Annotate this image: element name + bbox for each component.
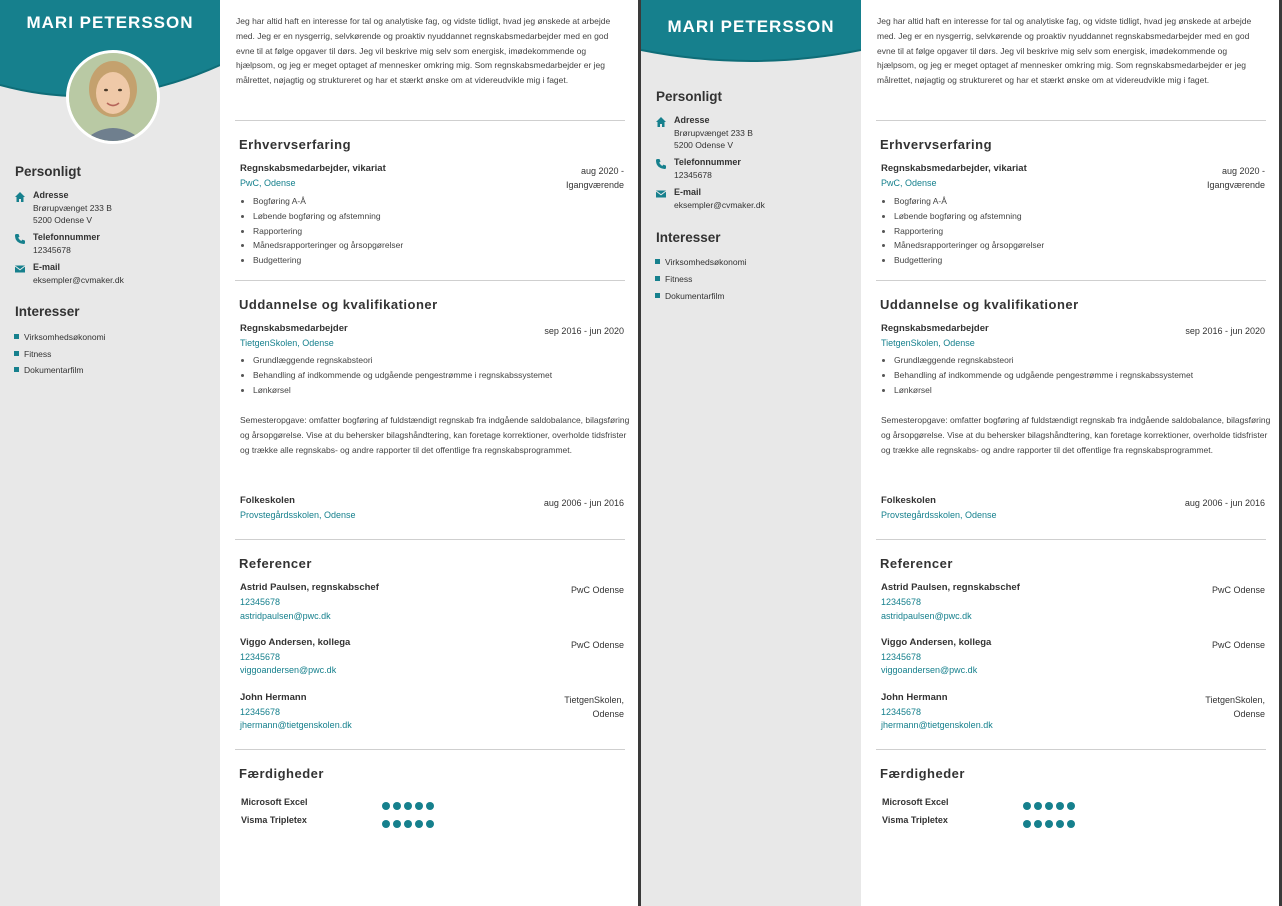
rating-dot xyxy=(382,820,390,828)
reference-phone[interactable]: 12345678 xyxy=(240,652,281,662)
divider xyxy=(235,539,625,540)
skill-name: Visma Tripletex xyxy=(241,815,307,825)
reference-phone[interactable]: 12345678 xyxy=(881,652,922,662)
rating-dot xyxy=(404,802,412,810)
job-task: Budgettering xyxy=(881,255,1271,270)
education-title: Regnskabsmedarbejder xyxy=(240,323,348,334)
reference-org: PwC Odense xyxy=(570,640,624,650)
reference-email[interactable]: astridpaulsen@pwc.dk xyxy=(240,611,331,621)
bullet-square-icon xyxy=(655,276,660,281)
education-description: Semesteropgave: omfatter bogføring af fuldstændigt regnskab fra indgående saldobalance, bilagsføring og årsopgørelse. Vise at du behersker bilagshåndtering, kan foretage korrektioner, overholde tidsfrister og trække alle regnskabs- og andre rapporter til det offentlige fra regnskabsprogrammet. xyxy=(240,415,630,455)
interest-item: Dokumentarfilm xyxy=(655,291,725,301)
references-heading: Referencer xyxy=(239,556,312,571)
education-school: TietgenSkolen, Odense xyxy=(240,338,334,348)
rating-dot xyxy=(1045,802,1053,810)
divider xyxy=(876,280,1266,281)
interest-item: Fitness xyxy=(14,349,51,359)
reference-name: Viggo Andersen, kollega xyxy=(240,637,351,648)
bullet-square-icon xyxy=(655,293,660,298)
divider xyxy=(876,749,1266,750)
rating-dot xyxy=(1067,802,1075,810)
skill-rating xyxy=(1023,797,1078,815)
reference-org: TietgenSkolen, Odense xyxy=(564,695,624,719)
divider xyxy=(235,280,625,281)
reference-email[interactable]: jhermann@tietgenskolen.dk xyxy=(240,720,352,730)
rating-dot xyxy=(426,802,434,810)
main-content xyxy=(861,0,1279,906)
job-task: Rapportering xyxy=(881,226,1271,241)
rating-dot xyxy=(382,802,390,810)
reference-name: Astrid Paulsen, regnskabschef xyxy=(881,582,1020,593)
education-topic: Behandling af indkommende og udgående pengestrømme i regnskabssystemet xyxy=(240,370,630,385)
phone-value: 12345678 xyxy=(33,245,71,255)
education-topic: Grundlæggende regnskabsteori xyxy=(240,355,630,370)
phone-icon xyxy=(14,233,26,245)
address-line-1: Brørupvænget 233 B xyxy=(33,203,112,213)
reference-name: John Hermann xyxy=(881,692,948,703)
home-icon xyxy=(655,116,667,128)
education-title: Regnskabsmedarbejder xyxy=(881,323,989,334)
education-heading: Uddannelse og kvalifikationer xyxy=(880,297,1079,312)
job-task: Bogføring A-Å xyxy=(881,196,1271,211)
bullet-square-icon xyxy=(655,259,660,264)
job-company: PwC, Odense xyxy=(881,178,937,188)
skills-heading: Færdigheder xyxy=(239,766,324,781)
education-topics xyxy=(881,355,1271,399)
address-label: Adresse xyxy=(674,115,710,125)
cv-page-without-photo xyxy=(641,0,1279,906)
education-heading: Uddannelse og kvalifikationer xyxy=(239,297,438,312)
interests-heading: Interesser xyxy=(656,230,721,245)
rating-dot xyxy=(415,820,423,828)
mail-icon xyxy=(655,188,667,200)
reference-email[interactable]: jhermann@tietgenskolen.dk xyxy=(881,720,993,730)
reference-email[interactable]: viggoandersen@pwc.dk xyxy=(881,665,978,675)
education-topic: Grundlæggende regnskabsteori xyxy=(881,355,1271,370)
profile-photo xyxy=(66,50,160,144)
job-date: aug 2020 - Igangværende xyxy=(565,166,624,190)
skills-heading: Færdigheder xyxy=(880,766,965,781)
references-heading: Referencer xyxy=(880,556,953,571)
candidate-name: MARI PETERSSON xyxy=(26,13,194,32)
reference-phone[interactable]: 12345678 xyxy=(881,597,922,607)
education-date: aug 2006 - jun 2016 xyxy=(1184,498,1265,508)
email-label: E-mail xyxy=(674,187,702,197)
phone-value: 12345678 xyxy=(674,170,712,180)
rating-dot xyxy=(1056,820,1064,828)
education-school: TietgenSkolen, Odense xyxy=(881,338,975,348)
reference-phone[interactable]: 12345678 xyxy=(240,707,281,717)
address-line-2: 5200 Odense V xyxy=(674,140,734,150)
skill-rating xyxy=(1023,815,1078,833)
job-task: Rapportering xyxy=(240,226,630,241)
interests-heading: Interesser xyxy=(15,304,80,319)
education-title: Folkeskolen xyxy=(240,495,295,506)
cv-page-with-photo xyxy=(0,0,638,906)
sidebar xyxy=(641,0,861,906)
interest-item: Virksomhedsøkonomi xyxy=(14,332,106,342)
phone-label: Telefonnummer xyxy=(674,157,741,167)
reference-email[interactable]: viggoandersen@pwc.dk xyxy=(240,665,337,675)
mail-icon xyxy=(14,263,26,275)
skill-rating xyxy=(382,815,437,833)
job-tasks xyxy=(240,196,630,270)
skill-rating xyxy=(382,797,437,815)
rating-dot xyxy=(393,802,401,810)
skill-name: Microsoft Excel xyxy=(882,797,949,807)
education-topic: Lønkørsel xyxy=(881,385,1271,400)
phone-label: Telefonnummer xyxy=(33,232,100,242)
reference-org: PwC Odense xyxy=(570,585,624,595)
bullet-square-icon xyxy=(14,334,19,339)
divider xyxy=(876,539,1266,540)
job-task: Månedsrapporteringer og årsopgørelser xyxy=(240,240,630,255)
job-task: Løbende bogføring og afstemning xyxy=(240,211,630,226)
divider xyxy=(235,749,625,750)
rating-dot xyxy=(1067,820,1075,828)
bullet-square-icon xyxy=(14,351,19,356)
education-school: Provstegårdsskolen, Odense xyxy=(240,510,356,520)
profile-summary: Jeg har altid haft en interesse for tal og analytiske fag, og vidste tidligt, hvad jeg ønskede at arbejde med. Jeg er en nysgerrig, selvkørende og proaktiv nyuddannet regnskabsmedarbejder med en god evne til at følge opgaver til dørs. Jeg vil beskrive mig selv som energisk, imødekommende og hjælpsom, og jeg er meget optaget af mennesker omkring mig. Som regnskabsmedarbejder er jeg målrettet, nøjagtig og struktureret og har et stærkt ønske om at videreudvikle mig i faget. xyxy=(877,16,1252,86)
education-date: aug 2006 - jun 2016 xyxy=(543,498,624,508)
education-topics xyxy=(240,355,630,399)
education-description: Semesteropgave: omfatter bogføring af fuldstændigt regnskab fra indgående saldobalance, bilagsføring og årsopgørelse. Vise at du behersker bilagshåndtering, kan foretage korrektioner, overholde tidsfrister og trække alle regnskabs- og andre rapporter til det offentlige fra regnskabsprogrammet. xyxy=(881,415,1271,455)
address-label: Adresse xyxy=(33,190,69,200)
skill-name: Visma Tripletex xyxy=(882,815,948,825)
reference-email[interactable]: astridpaulsen@pwc.dk xyxy=(881,611,972,621)
education-topic: Lønkørsel xyxy=(240,385,630,400)
experience-heading: Erhvervserfaring xyxy=(880,137,993,152)
education-school: Provstegårdsskolen, Odense xyxy=(881,510,997,520)
reference-org: PwC Odense xyxy=(1211,640,1265,650)
education-date: sep 2016 - jun 2020 xyxy=(544,326,624,336)
job-company: PwC, Odense xyxy=(240,178,296,188)
personal-heading: Personligt xyxy=(656,89,723,104)
divider xyxy=(876,120,1266,121)
bullet-square-icon xyxy=(14,367,19,372)
reference-phone[interactable]: 12345678 xyxy=(240,597,281,607)
email-value: eksempler@cvmaker.dk xyxy=(674,200,765,210)
reference-name: Viggo Andersen, kollega xyxy=(881,637,992,648)
reference-org: PwC Odense xyxy=(1211,585,1265,595)
email-value: eksempler@cvmaker.dk xyxy=(33,275,124,285)
personal-heading: Personligt xyxy=(15,164,82,179)
rating-dot xyxy=(1034,820,1042,828)
job-tasks xyxy=(881,196,1271,270)
interest-item: Dokumentarfilm xyxy=(14,365,84,375)
rating-dot xyxy=(415,802,423,810)
job-title: Regnskabsmedarbejder, vikariat xyxy=(881,163,1027,174)
candidate-name: MARI PETERSSON xyxy=(667,17,835,36)
reference-name: John Hermann xyxy=(240,692,307,703)
job-task: Månedsrapporteringer og årsopgørelser xyxy=(881,240,1271,255)
sidebar xyxy=(0,0,220,906)
profile-summary: Jeg har altid haft en interesse for tal og analytiske fag, og vidste tidligt, hvad jeg ønskede at arbejde med. Jeg er en nysgerrig, selvkørende og proaktiv nyuddannet regnskabsmedarbejder med en god evne til at følge opgaver til dørs. Jeg vil beskrive mig selv som energisk, imødekommende og hjælpsom, og jeg er meget optaget af mennesker omkring mig. Som regnskabsmedarbejder er jeg målrettet, nøjagtig og struktureret og har et stærkt ønske om at videreudvikle mig i faget. xyxy=(236,16,611,86)
job-task: Budgettering xyxy=(240,255,630,270)
job-task: Løbende bogføring og afstemning xyxy=(881,211,1271,226)
rating-dot xyxy=(404,820,412,828)
interest-item: Virksomhedsøkonomi xyxy=(655,257,747,267)
rating-dot xyxy=(1056,802,1064,810)
phone-icon xyxy=(655,158,667,170)
rating-dot xyxy=(1034,802,1042,810)
home-icon xyxy=(14,191,26,203)
rating-dot xyxy=(1023,820,1031,828)
rating-dot xyxy=(426,820,434,828)
reference-phone[interactable]: 12345678 xyxy=(881,707,922,717)
rating-dot xyxy=(1045,820,1053,828)
rating-dot xyxy=(1023,802,1031,810)
job-task: Bogføring A-Å xyxy=(240,196,630,211)
header-banner xyxy=(641,0,861,75)
job-title: Regnskabsmedarbejder, vikariat xyxy=(240,163,386,174)
job-date: aug 2020 - Igangværende xyxy=(1206,166,1265,190)
main-content xyxy=(220,0,638,906)
address-line-1: Brørupvænget 233 B xyxy=(674,128,753,138)
education-date: sep 2016 - jun 2020 xyxy=(1185,326,1265,336)
education-topic: Behandling af indkommende og udgående pengestrømme i regnskabssystemet xyxy=(881,370,1271,385)
interest-item: Fitness xyxy=(655,274,692,284)
education-title: Folkeskolen xyxy=(881,495,936,506)
reference-name: Astrid Paulsen, regnskabschef xyxy=(240,582,379,593)
rating-dot xyxy=(393,820,401,828)
experience-heading: Erhvervserfaring xyxy=(239,137,352,152)
address-line-2: 5200 Odense V xyxy=(33,215,93,225)
reference-org: TietgenSkolen, Odense xyxy=(1205,695,1265,719)
skill-name: Microsoft Excel xyxy=(241,797,308,807)
email-label: E-mail xyxy=(33,262,61,272)
divider xyxy=(235,120,625,121)
